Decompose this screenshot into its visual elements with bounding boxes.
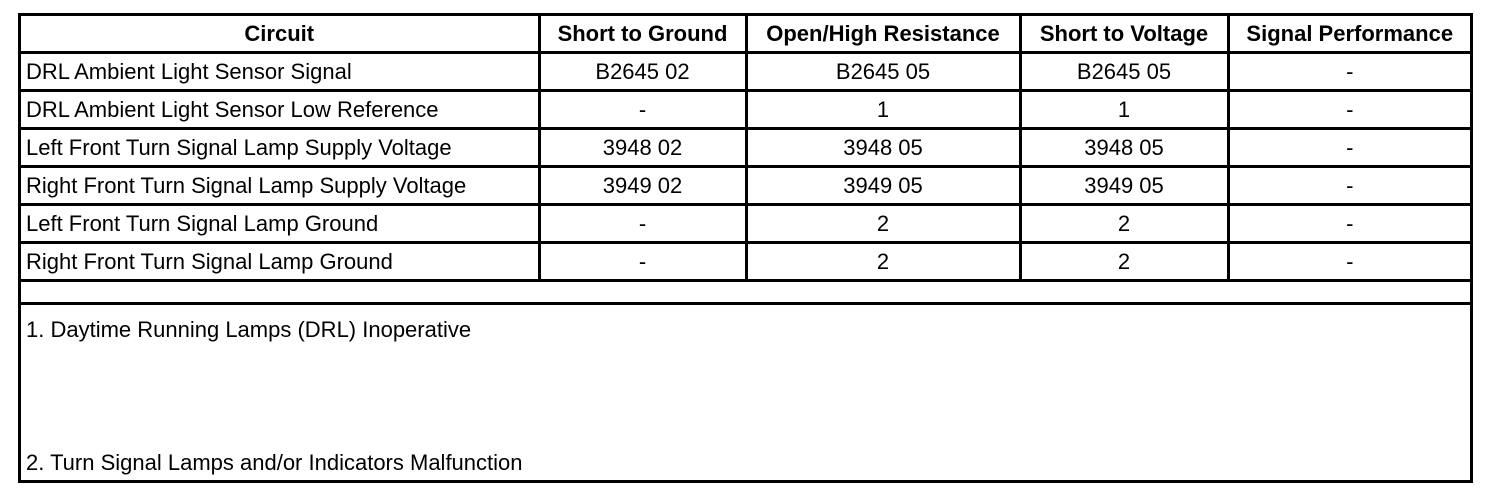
open-high-resistance-cell: 1 bbox=[746, 91, 1020, 129]
table-header-row bbox=[21, 16, 1470, 53]
open-high-resistance-cell: 2 bbox=[746, 243, 1020, 281]
circuit-cell: DRL Ambient Light Sensor Signal bbox=[21, 53, 539, 91]
open-high-resistance-cell: 2 bbox=[746, 205, 1020, 243]
circuit-cell: Right Front Turn Signal Lamp Ground bbox=[21, 243, 539, 281]
circuit-cell: Left Front Turn Signal Lamp Ground bbox=[21, 205, 539, 243]
circuit-cell: Right Front Turn Signal Lamp Supply Voltage bbox=[21, 167, 539, 205]
short-to-ground-cell: 3949 02 bbox=[539, 167, 746, 205]
column-header-circuit: Circuit bbox=[21, 16, 539, 53]
short-to-ground-cell: - bbox=[539, 91, 746, 129]
circuit-cell: DRL Ambient Light Sensor Low Reference bbox=[21, 91, 539, 129]
signal-performance-cell: - bbox=[1228, 205, 1470, 243]
open-high-resistance-cell: 3948 05 bbox=[746, 129, 1020, 167]
symptom-notes bbox=[21, 302, 1470, 480]
short-to-ground-cell: 3948 02 bbox=[539, 129, 746, 167]
note-turn-signal-malfunction: 2. Turn Signal Lamps and/or Indicators Malfunction bbox=[26, 450, 523, 475]
short-to-voltage-cell: 1 bbox=[1020, 91, 1228, 129]
signal-performance-cell: - bbox=[1228, 91, 1470, 129]
open-high-resistance-cell: 3949 05 bbox=[746, 167, 1020, 205]
table-row bbox=[21, 205, 1470, 243]
short-to-voltage-cell: 2 bbox=[1020, 205, 1228, 243]
column-header-open-high-resistance: Open/High Resistance bbox=[746, 16, 1020, 53]
table-row bbox=[21, 91, 1470, 129]
short-to-voltage-cell: 3949 05 bbox=[1020, 167, 1228, 205]
table-row bbox=[21, 53, 1470, 91]
column-header-short-to-voltage: Short to Voltage bbox=[1020, 16, 1228, 53]
column-header-signal-performance: Signal Performance bbox=[1228, 16, 1470, 53]
circuit-cell: Left Front Turn Signal Lamp Supply Voltage bbox=[21, 129, 539, 167]
signal-performance-cell: - bbox=[1228, 53, 1470, 91]
column-header-short-to-ground: Short to Ground bbox=[539, 16, 746, 53]
short-to-voltage-cell: B2645 05 bbox=[1020, 53, 1228, 91]
signal-performance-cell: - bbox=[1228, 243, 1470, 281]
dtc-table-frame bbox=[18, 13, 1473, 483]
short-to-voltage-cell: 2 bbox=[1020, 243, 1228, 281]
short-to-ground-cell: - bbox=[539, 243, 746, 281]
short-to-ground-cell: - bbox=[539, 205, 746, 243]
signal-performance-cell: - bbox=[1228, 129, 1470, 167]
circuit-dtc-table bbox=[21, 16, 1470, 282]
note-drl-inoperative: 1. Daytime Running Lamps (DRL) Inoperative bbox=[26, 317, 472, 342]
short-to-ground-cell: B2645 02 bbox=[539, 53, 746, 91]
table-row bbox=[21, 129, 1470, 167]
table-row bbox=[21, 167, 1470, 205]
table-row bbox=[21, 243, 1470, 281]
signal-performance-cell: - bbox=[1228, 167, 1470, 205]
short-to-voltage-cell: 3948 05 bbox=[1020, 129, 1228, 167]
open-high-resistance-cell: B2645 05 bbox=[746, 53, 1020, 91]
